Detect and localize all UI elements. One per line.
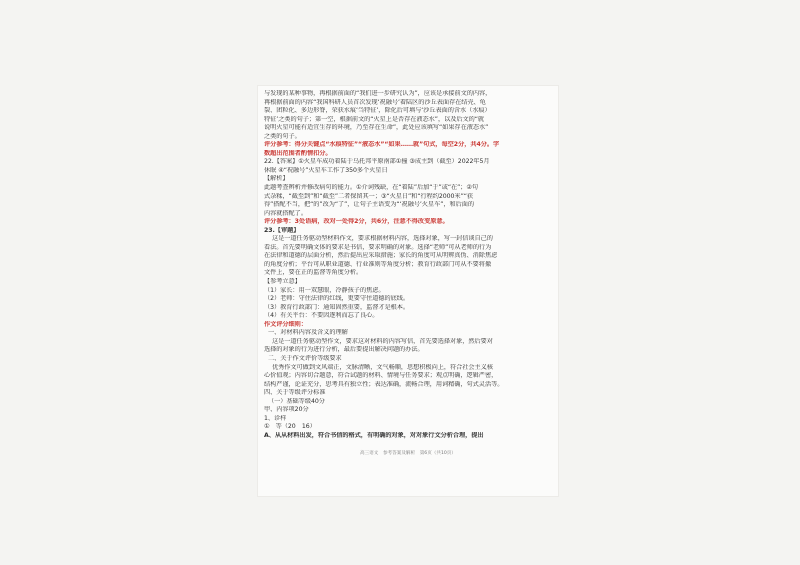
document-page xyxy=(258,86,558,496)
document-body xyxy=(264,90,552,440)
text-line: ① 等（20 16） xyxy=(264,423,316,431)
text-line: （4）有关平台：不要因逐利而忘了良心。 xyxy=(264,312,379,320)
text-line: 再根据前面的内容“我国科研人员首次发现‘祝融号’着陆区的沙丘表面存在结壳、龟 xyxy=(264,98,486,106)
text-line: 在法律和道德的层面分析，然后提出应采取措施；家长的角度可从明辨真伪、消除焦虑 xyxy=(264,252,498,260)
text-line: 之类的句子。 xyxy=(264,132,301,140)
text-line: 选择的对象的行为进行分析，最后要提出解决问题的办法。 xyxy=(264,346,424,354)
text-line: A、从从材料出发，符合书信的格式，有明确的对象，对对象行文分析合理，提出 xyxy=(264,431,484,439)
text-line: （1）家长：用一双慧眼，冷静孩子的焦虑。 xyxy=(264,286,385,294)
text-line: 23.【审题】 xyxy=(264,226,300,234)
text-line: 评分参考：3处语病，改对一处得2分，共6分，注意不得改变原意。 xyxy=(264,218,449,226)
text-line: 【参考立意】 xyxy=(264,278,301,286)
text-line: 【解析】 xyxy=(264,175,289,183)
text-line: 甲、内容项20分 xyxy=(264,406,309,414)
text-line: 说明火星可能有适宜生存的环境，乃至存在生命”，此处应该填写“如果存在液态水” xyxy=(264,124,489,132)
text-line: 特征’之类的句子；第一空，根据前文的“火星上是否存在液态水”，以及后文的“就 xyxy=(264,115,485,123)
text-line: 二、关于作文评价等级要求 xyxy=(268,354,342,362)
text-line: 与发现的某种事物，再根据前面的“我们进一步研究认为”，应该是承接前文的内容， xyxy=(264,90,492,97)
text-line: 休眠 ④“祝融号”火星车工作了350多个火星日 xyxy=(264,166,388,174)
text-line: （一）基础等级40分 xyxy=(268,397,325,405)
text-line: 数超出范围者酌情扣分。 xyxy=(264,149,332,157)
text-line: 这是一道任务驱动型作文，要求这对材料的内容写信，首先要选择对象，然后要对 xyxy=(272,337,493,345)
text-line: 这是一道任务驱动型材料作文，要求根据材料内容，选择对象，写一封信谈自己的 xyxy=(272,235,493,243)
text-line: 内容就搭配了。 xyxy=(264,209,307,217)
text-line: 作文评分细则： xyxy=(264,320,307,328)
text-line: （2）老师：守住法律的红线，更要守住道德的底线。 xyxy=(264,295,410,303)
text-line: 文件上，要在正的监督等角度分析。 xyxy=(264,269,363,277)
text-line: 22.【答案】①火星车成功着陆于乌托邦平原南部①撞 ③成主到（截至）2022年5月 xyxy=(264,158,490,166)
text-line: 的角度分析；平台可从职业道德、行业准则等角度分析；教育行政部门可从不要将撤 xyxy=(264,260,492,268)
text-line: （3）教育行政部门：通知固然重要，监督才是根本。 xyxy=(264,303,410,311)
text-line: 四、关于等级评分标准 xyxy=(264,389,326,397)
text-line: 结构严谨，论证充分，思考具有独立性；表达准确，流畅合理，用词精确，句式灵活等。 xyxy=(264,380,504,388)
text-line: 裂、团粒化、多边形脊，荣获水痕‘刍特征’，除化后可填与‘沙丘表面的含水（水痕） xyxy=(264,107,491,115)
text-line: 心价值观；内容切合题意，符合试题的材料、情境与任务要求；观点明确，逻辑严密， xyxy=(264,372,498,380)
page-footer: 高三语文 参考答案及解析 第6页（共10页） xyxy=(359,451,457,456)
text-line: 式杂糅，“截至到”和“截至”二者保留其一；③“火星日”和“行程约2000米”“获 xyxy=(264,192,474,200)
text-line: 评分参考：得分关键点“水痕特征”“液态水”“如果……就”句式，每空2分，共4分。字 xyxy=(264,141,500,149)
text-line: 得”搭配不当，把“的”改为“了”，让句子主语变为“‘祝融号’火星车”，和后面的 xyxy=(264,201,475,209)
text-line: 1、诊样 xyxy=(264,414,287,422)
text-line: 此题考查辨析并修改病句的能力。①介词残缺，在“着陆”后加“于”或“在”；②句 xyxy=(264,184,479,192)
text-line: 看法。首先要明确文体的要求是书信，要求明确的对象。选择“老师”可从老师的行为 xyxy=(264,243,492,251)
text-line: 优秀作文可做到文风端正，文脉清晰，文气畅顺，思想积极向上，符合社会主义核 xyxy=(272,363,493,371)
text-line: 一、对材料内容及含义的理解 xyxy=(268,329,348,337)
